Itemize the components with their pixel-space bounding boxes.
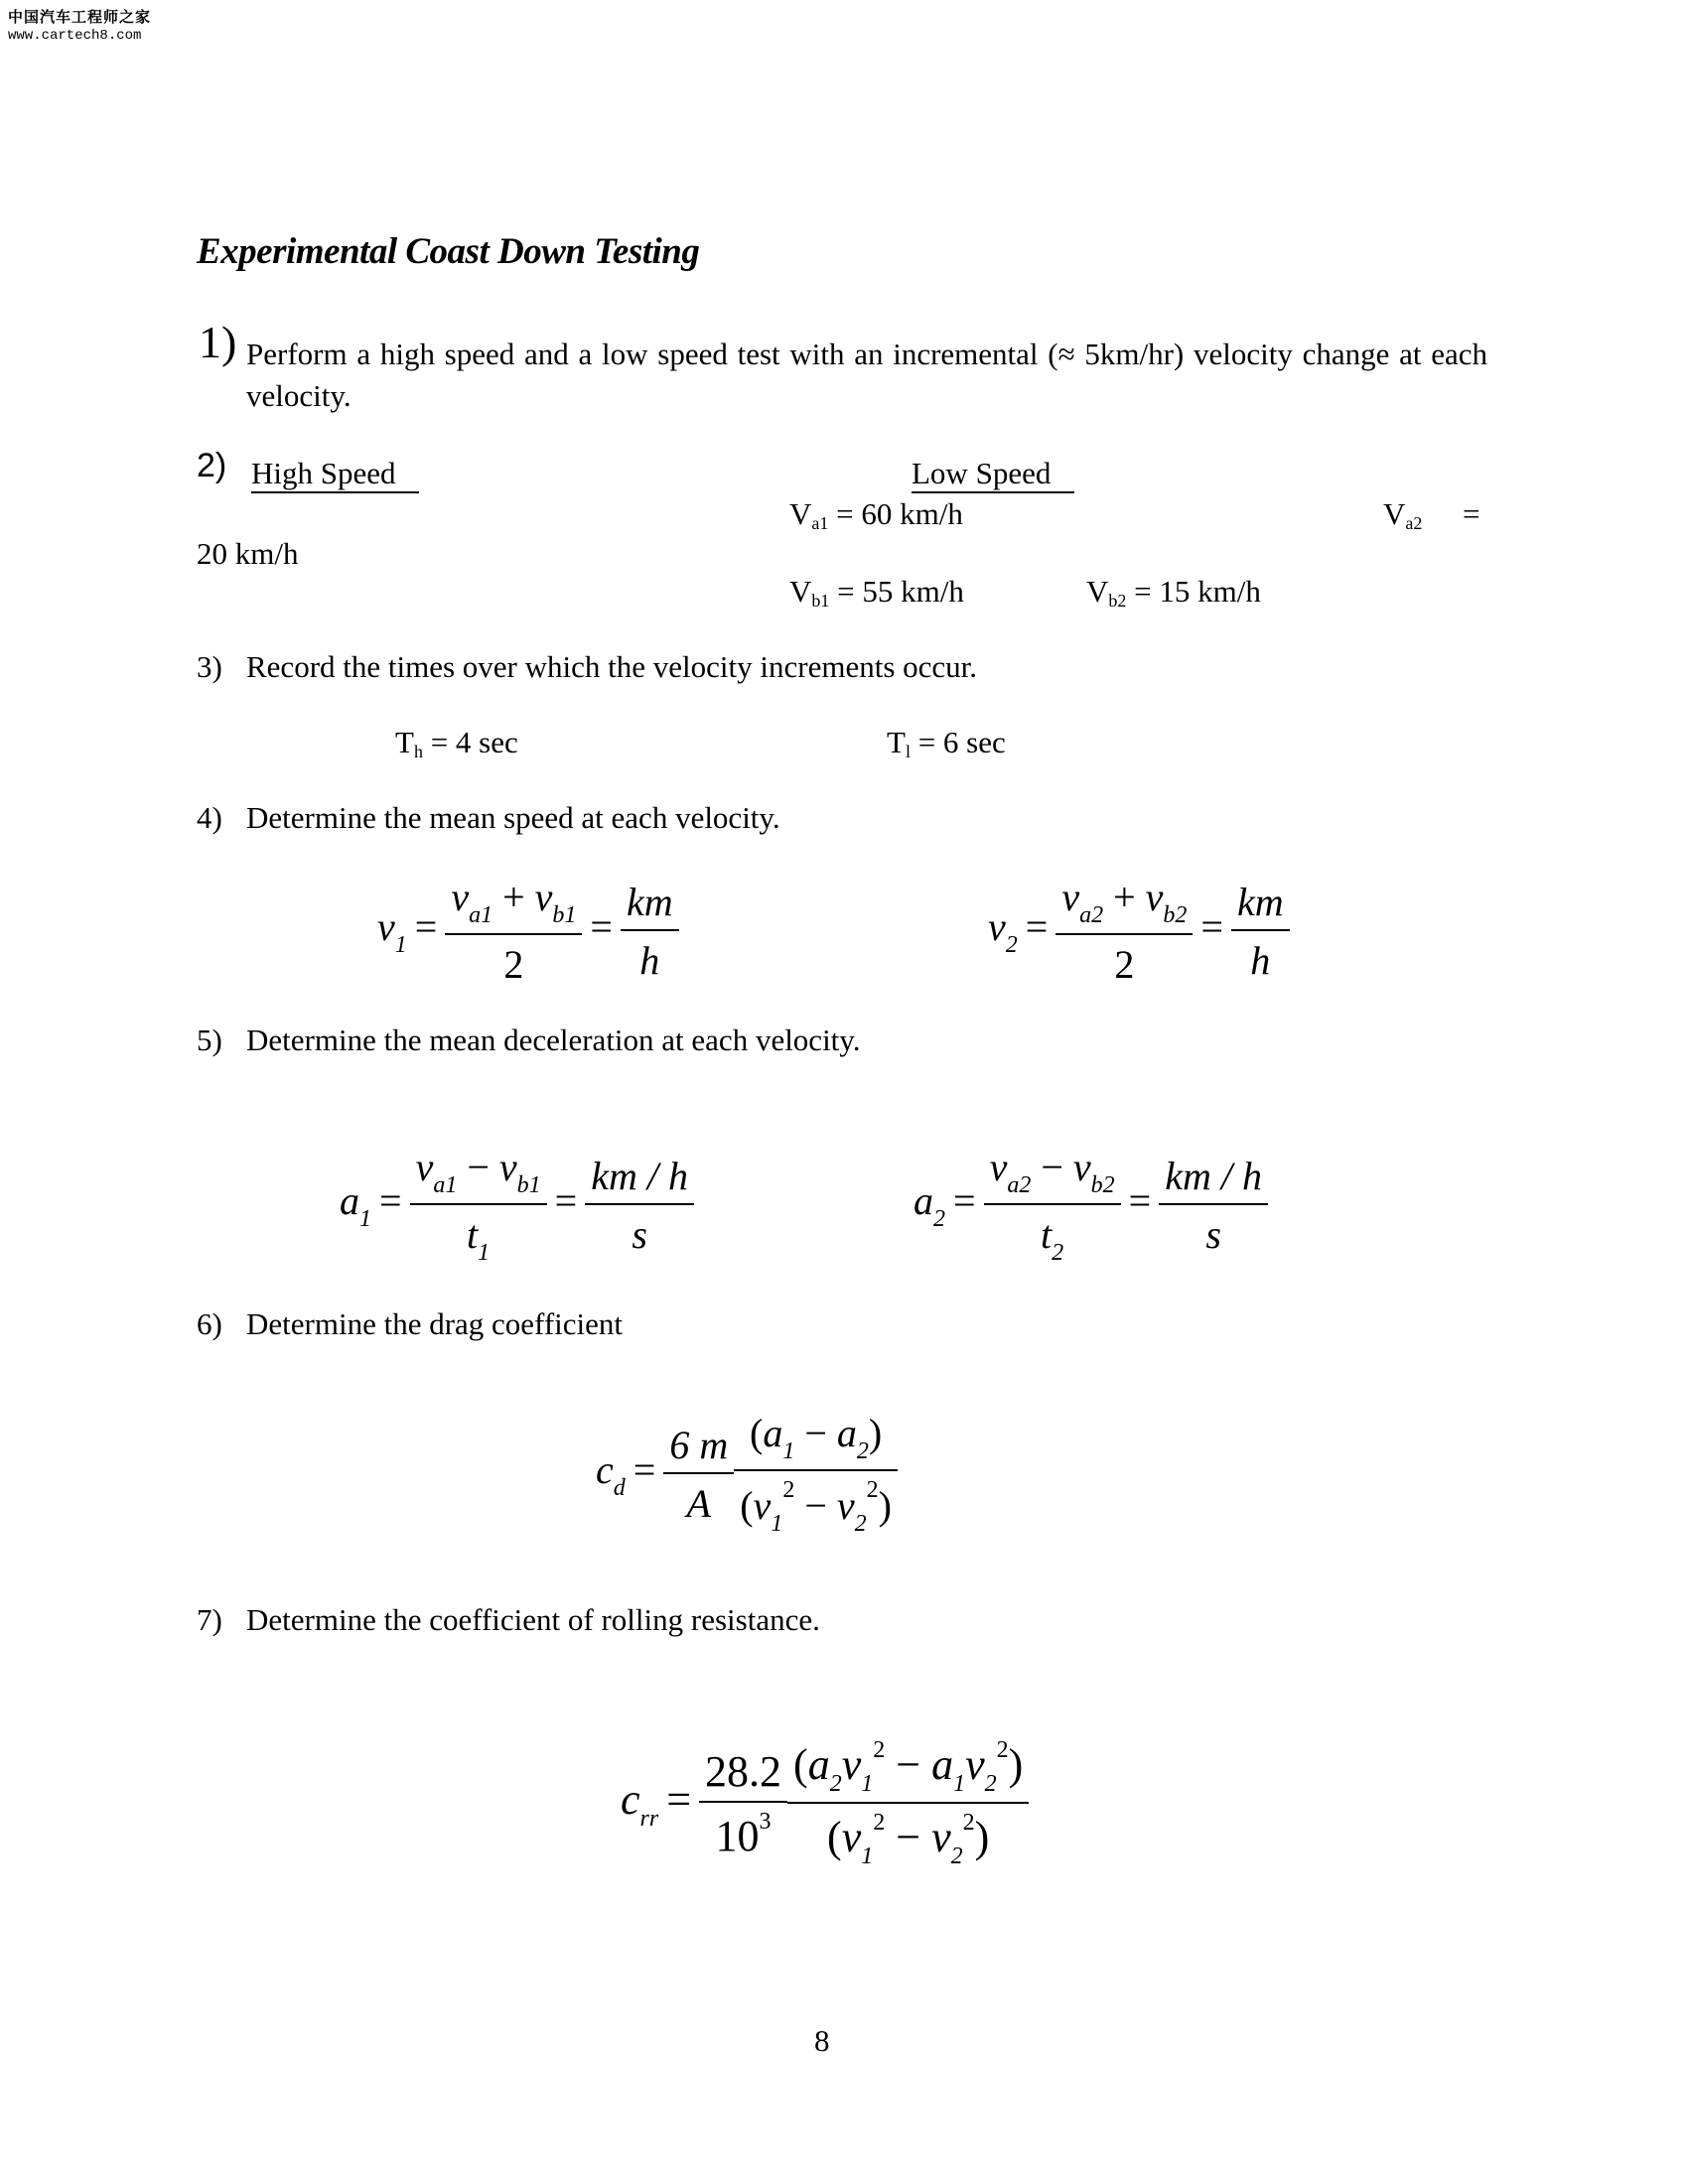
va2-label: $V_{a2}$ bbox=[1383, 496, 1423, 533]
step-5-text: Determine the mean deceleration at each velocity. bbox=[246, 1023, 861, 1057]
va1-value: $V_{a1} = 60$ km/h bbox=[789, 496, 963, 533]
watermark-url: www.cartech8.com bbox=[8, 28, 142, 44]
step-3-text: Record the times over which the velocity increments occur. bbox=[246, 649, 978, 684]
vb1-value: $V_{b1} = 55$ km/h bbox=[789, 574, 964, 611]
th-value: $T_h = 4$ sec bbox=[395, 725, 518, 761]
equation-v1: $v_1$ = $\frac{v_{a1} + v_{b1}}{2}$ = $\frac{km}{h}$ bbox=[377, 874, 679, 988]
va2-equals: = bbox=[1463, 496, 1480, 531]
high-speed-label: High Speed bbox=[251, 456, 419, 493]
equation-a1: $a_1$ = $\frac{v_{a1} - v_{b1}}{t_1}$ = $\frac{km / h}{s}$ bbox=[340, 1144, 694, 1267]
va2-value: 20 km/h bbox=[197, 536, 299, 571]
step-5-number: 5) bbox=[197, 1023, 222, 1057]
step-6-text: Determine the drag coefficient bbox=[246, 1306, 623, 1341]
tl-value: $T_l = 6$ sec bbox=[887, 725, 1006, 761]
equation-v2: $v_2$ = $\frac{v_{a2} + v_{b2}}{2}$ = $\frac{km}{h}$ bbox=[988, 874, 1290, 988]
step-7-text: Determine the coefficient of rolling resistance. bbox=[246, 1602, 820, 1637]
watermark-cn: 中国汽车工程师之家 bbox=[8, 8, 152, 26]
low-speed-label: Low Speed bbox=[912, 456, 1074, 493]
step-1 bbox=[199, 317, 1487, 417]
step-6-number: 6) bbox=[197, 1306, 222, 1341]
step-7-number: 7) bbox=[197, 1602, 222, 1637]
step-4-number: 4) bbox=[197, 800, 222, 835]
equation-crr: $c_{rr}$ = $\frac{28.2}{10^3}$ $\frac{(a_2v_1^2 - a_1v_2^2)}{(v_1^2 - v_2^2)}$ bbox=[621, 1737, 1029, 1870]
equation-a2: $a_2$ = $\frac{v_{a2} - v_{b2}}{t_2}$ = $\frac{km / h}{s}$ bbox=[914, 1144, 1268, 1267]
step-4-text: Determine the mean speed at each velocity. bbox=[246, 800, 780, 835]
page-number: 8 bbox=[814, 2023, 830, 2058]
step-1-text: Perform a high speed and a low speed test with an incremental (≈ 5km/hr) velocity change at each velocity. bbox=[246, 337, 1487, 413]
vb2-value: $V_{b2} = 15$ km/h bbox=[1086, 574, 1261, 611]
page-title: Experimental Coast Down Testing bbox=[197, 231, 700, 272]
step-3-number: 3) bbox=[197, 649, 222, 684]
step-2-number: 2) bbox=[197, 447, 227, 484]
equation-cd: $c_d$ = $\frac{6 m}{A}$ $\frac{(a_1 - a_2)}{(v_1^2 - v_2^2)}$ bbox=[596, 1410, 898, 1538]
step-1-number: 1) bbox=[199, 317, 237, 367]
